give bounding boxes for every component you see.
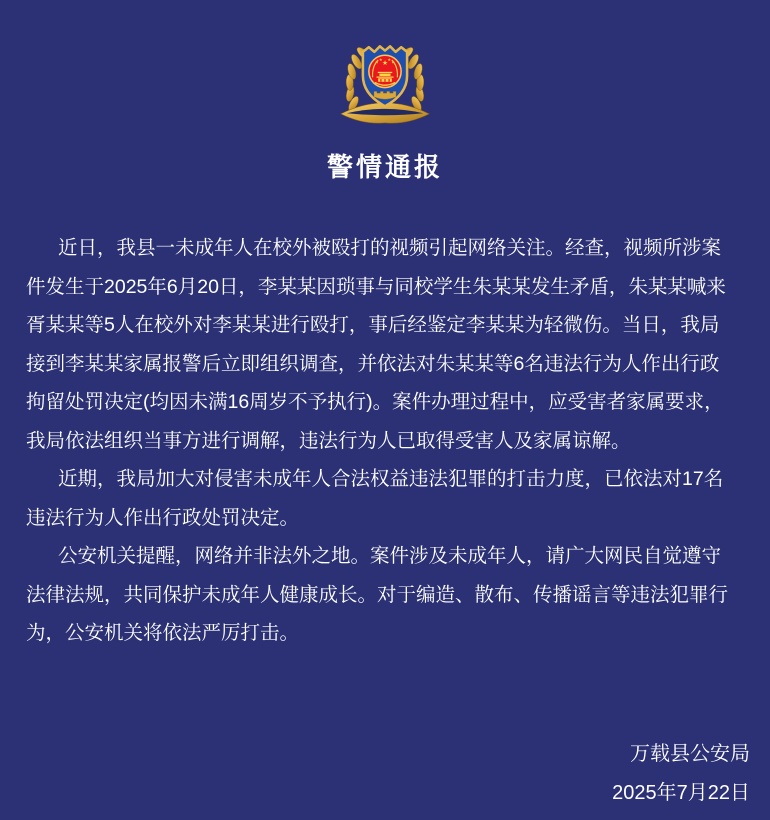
notice-paragraph — [26, 537, 742, 653]
svg-text:★: ★ — [391, 59, 395, 65]
svg-text:★: ★ — [378, 56, 383, 62]
china-police-emblem-icon — [334, 34, 436, 136]
badge-container — [0, 0, 770, 141]
notice-paragraph — [26, 460, 742, 537]
notice-line: 法律法规，共同保护未成年人健康成长。对于编造、散布、传播谣言等违法犯罪行 — [26, 583, 729, 606]
notice-line: 为，公安机关将依法严厉打击。 — [26, 622, 300, 644]
notice-line: 公安机关提醒，网络并非法外之地。案件涉及未成年人，请广大网民自觉遵守 — [58, 545, 722, 567]
notice-body — [0, 229, 770, 653]
notice-line: 我局依法组织当事方进行调解，违法行为人已取得受害人及家属谅解。 — [26, 429, 631, 452]
notice-line: 近日，我县一未成年人在校外被殴打的视频引起网络关注。经查，视频所涉案 — [58, 237, 722, 259]
signature-date: 2025年7月22日 — [612, 781, 750, 804]
svg-text:★: ★ — [387, 56, 392, 62]
svg-text:★: ★ — [381, 59, 389, 68]
signature-block — [0, 735, 770, 813]
notice-title: 警情通报 — [326, 152, 443, 182]
notice-paragraph — [26, 229, 742, 460]
notice-line: 接到李某某家属报警后立即组织调查，并依法对朱某某等6名违法行为人作出行政 — [26, 352, 720, 375]
notice-line: 胥某某等5人在校外对李某某进行殴打，事后经鉴定李某某为轻微伤。当日，我局 — [26, 314, 720, 336]
notice-line: 近期，我局加大对侵害未成年人合法权益违法犯罪的打击力度，已依法对17名 — [58, 468, 724, 490]
svg-text:★: ★ — [375, 59, 379, 65]
notice-line: 件发生于2025年6月20日，李某某因琐事与同校学生朱某某发生矛盾，朱某某喊来 — [26, 275, 726, 298]
notice-line: 拘留处罚决定(均因未满16周岁不予执行)。案件办理过程中，应受害者家属要求， — [26, 391, 724, 413]
signature-issuer: 万载县公安局 — [630, 742, 750, 765]
notice-line: 违法行为人作出行政处罚决定。 — [26, 506, 300, 529]
